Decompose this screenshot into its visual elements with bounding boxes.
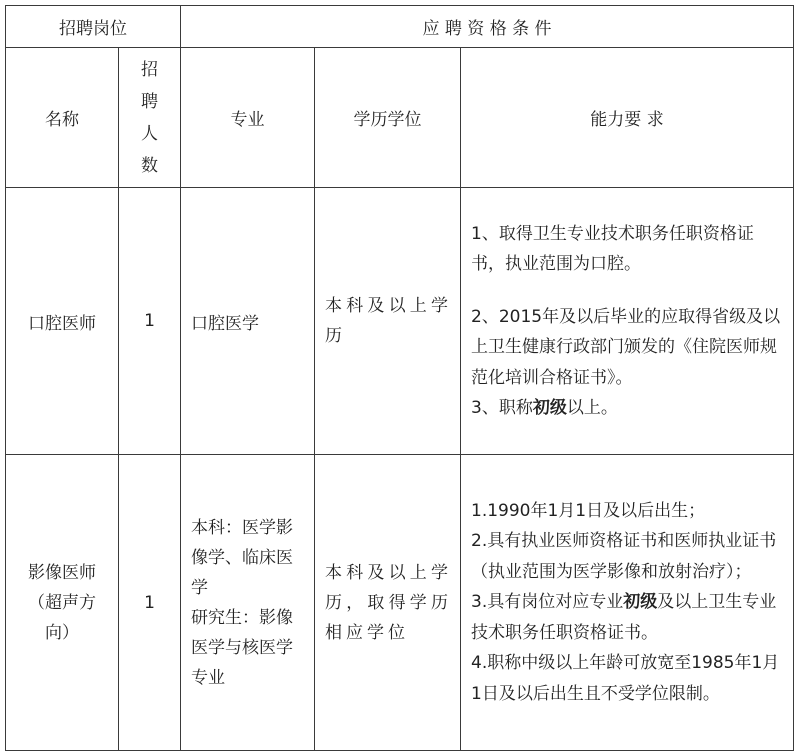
header-col-major: 专业	[181, 48, 315, 188]
requirement-item: 2、2015年及以后毕业的应取得省级及以上卫生健康行政部门颁发的《住院医师规范化培训合格证书》。	[471, 306, 781, 388]
requirement-emphasis: 初级	[532, 398, 567, 418]
spacer	[471, 280, 785, 302]
requirement-item	[471, 587, 785, 648]
row-degree: 本科及以上学历	[315, 188, 461, 455]
header-col-count-char: 数	[141, 155, 158, 176]
header-row-columns	[6, 48, 794, 188]
requirement-item	[471, 393, 785, 424]
position-name-line: （超声方	[28, 592, 96, 613]
row-major: 口腔医学	[181, 188, 315, 455]
requirement-text: 3、职称	[471, 398, 533, 418]
position-name-line: 向）	[45, 622, 79, 643]
header-col-count-char: 招	[141, 59, 158, 80]
requirement-text: 3.具有岗位对应专业	[471, 592, 624, 613]
table-row	[6, 455, 794, 751]
row-requirements	[461, 455, 794, 751]
header-col-count-char: 人	[141, 123, 158, 144]
header-qualification-group: 应 聘 资 格 条 件	[181, 6, 794, 48]
row-count: 1	[119, 188, 181, 455]
row-count: 1	[119, 455, 181, 751]
row-position-name	[6, 455, 119, 751]
row-degree: 本科及以上学历，取得学历相应学位	[315, 455, 461, 751]
requirement-text: 以上。	[566, 398, 618, 418]
major-line: 本科：医学影像学、临床医学	[191, 517, 293, 598]
requirement-emphasis: 初级	[623, 592, 658, 613]
header-col-name: 名称	[6, 48, 119, 188]
row-position-name: 口腔医师	[6, 188, 119, 455]
header-col-count-char: 聘	[141, 91, 158, 112]
row-major	[181, 455, 315, 751]
requirement-text: 及以上卫生专业技术职务任职资格证书。	[471, 592, 777, 643]
position-name-line: 影像医师	[28, 562, 96, 583]
major-line: 研究生：影像医学与核医学专业	[191, 607, 293, 688]
header-col-count	[119, 48, 181, 188]
requirement-item: 1、取得卫生专业技术职务任职资格证书，执业范围为口腔。	[471, 223, 754, 274]
header-col-degree: 学历学位	[315, 48, 461, 188]
requirement-item: 2.具有执业医师资格证书和医师执业证书（执业范围为医学影像和放射治疗）；	[471, 531, 777, 582]
row-requirements	[461, 188, 794, 455]
recruitment-table	[5, 5, 794, 751]
requirement-item: 4.职称中级以上年龄可放宽至1985年1月1日及以后出生且不受学位限制。	[471, 653, 780, 704]
requirement-item: 1.1990年1月1日及以后出生；	[471, 500, 706, 521]
header-position-group: 招聘岗位	[6, 6, 181, 48]
header-row-group	[6, 6, 794, 48]
table-row	[6, 188, 794, 455]
header-col-ability: 能力要 求	[461, 48, 794, 188]
